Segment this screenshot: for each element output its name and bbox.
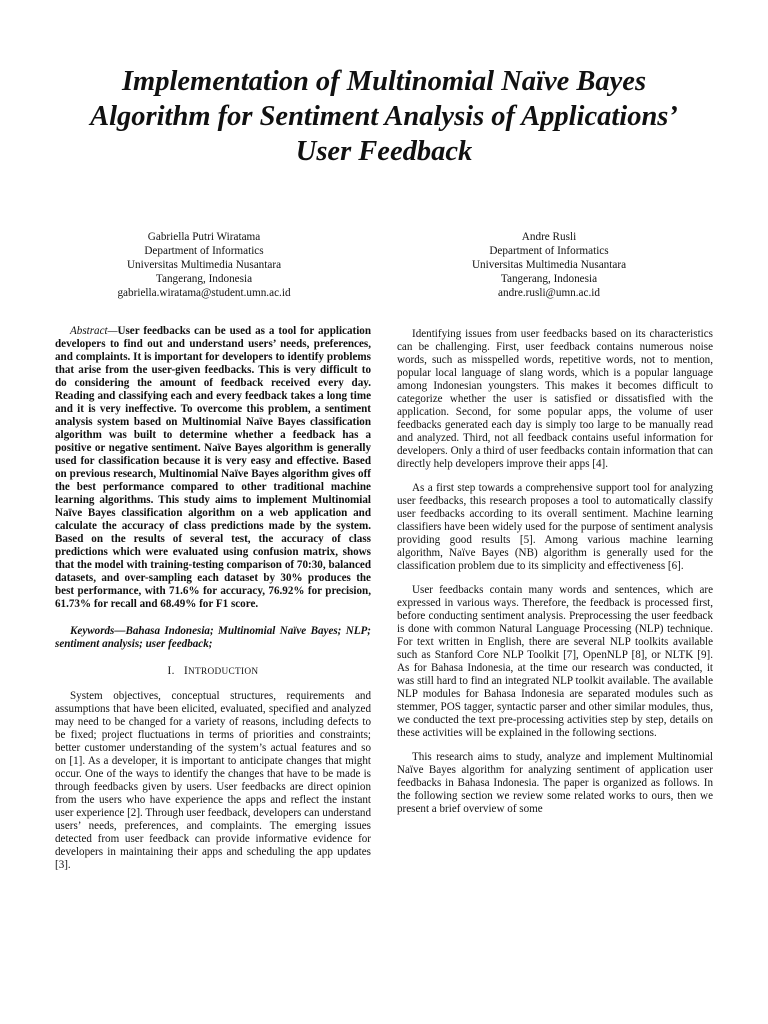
introduction-paragraph: System objectives, conceptual structures, requirements and assumptions that have been elicited, evaluated, specified and analyzed may need to be changed for a variety of reasons, including defects to be fixed; project fluctuations in terms of priorities and constraints; better customer understanding of the system’s actual features and so on [1]. As a developer, it is important to anticipate changes that might occur. One of the ways to identify the changes that have to be made is through feedbacks given by users. User feedbacks are direct opinion from the users who have experience the apps and reflect the instant user experience [2]. Through user feedback, developers can understand users’ needs, preferences, and complaints. The emerging issues detected from user feedback can provide informative evidence for developers in maintaining their apps and scheduling the app updates [3]. <box>55 690 371 871</box>
author-name: Gabriella Putri Wiratama <box>147 231 261 243</box>
author-block-first <box>54 230 354 300</box>
author-name: Andre Rusli <box>521 231 577 243</box>
section-heading-introduction <box>55 665 371 679</box>
author-block-second <box>399 230 699 300</box>
keywords <box>55 625 371 651</box>
section-title-rest: NTRODUCTION <box>188 667 259 677</box>
author-university: Universitas Multimedia Nusantara <box>471 259 627 271</box>
title-line: Implementation of Multinomial Naïve Bayes <box>121 66 647 97</box>
section-number: I. <box>167 665 175 677</box>
author-email: andre.rusli@umn.ac.id <box>498 287 600 299</box>
body-paragraph: This research aims to study, analyze and implement Multinomial Naïve Bayes algorithm for analyzing sentiment of application user feedbacks in Bahasa Indonesia. The paper is organized as follows. In the following section we review some related works to ours, then we present a brief overview of some <box>397 751 713 815</box>
body-paragraph: Identifying issues from user feedbacks based on its characteristics can be challenging. First, user feedback contains numerous noise words, such as misspelled words, repetitive words, not to mention, popular local language of slang words, which is a popular language among Indonesian youngsters. This makes it becomes difficult to categorize whether the user is satisfied or dissatisfied with the application. Second, for some popular apps, the volume of user feedbacks generated each day is simply too large to be manually read and analyzed. Third, not all feedback contains useful information for developers. Only a third of user feedbacks contain information that can directly help developers improve their apps [4]. <box>397 328 713 470</box>
title-line: User Feedback <box>295 136 473 167</box>
author-location: Tangerang, Indonesia <box>500 273 598 285</box>
abstract-label: Abstract— <box>70 325 118 337</box>
author-department: Department of Informatics <box>489 245 609 257</box>
section-title-initial: I <box>183 665 188 677</box>
keywords-label: Keywords— <box>70 625 126 637</box>
body-paragraph: User feedbacks contain many words and sentences, which are expressed in various ways. Therefore, the feedback is processed first, before conducting sentiment analysis. Preprocessing the user feedback is done with common Natural Language Processing (NLP) technique. For text written in English, there are several NLP toolkits available such as Stanford Core NLP Toolkit [7], OpenNLP [8], or NLTK [9]. As for Bahasa Indonesia, at the time our research was conducted, it was still hard to find an integrated NLP toolkit available. The available NLP modules for Bahasa Indonesia are separated modules such as stemmer, POS tagger, syntactic parser and other similar modules, thus, we conducted the text pre-processing activities step by step, details on these activities will be explained in the following sections. <box>397 584 713 739</box>
author-email: gabriella.wiratama@student.umn.ac.id <box>117 287 291 299</box>
keywords-text: Bahasa Indonesia; Multinomial Naïve Bayes; NLP; sentiment analysis; user feedback; <box>55 625 371 650</box>
author-location: Tangerang, Indonesia <box>155 273 253 285</box>
author-department: Department of Informatics <box>144 245 264 257</box>
left-column <box>55 325 371 872</box>
abstract-text: User feedbacks can be used as a tool for application developers to find out and understand users’ needs, preferences, and complaints. It is important for developers to identify problems that arise from the user-given feedbacks. This is very difficult to do considering the amount of feedback received every day. Reading and classifying each and every feedback takes a long time and it is very ineffective. To overcome this problem, a sentiment analysis system based on Multinomial Naïve Bayes classification algorithm was built to determine whether a feedback has a positive or negative sentiment. Naïve Bayes algorithm is generally used for classification because it is very easy and effective. Based on previous research, Multinomial Naïve Bayes algorithm gives off the best performance compared to other traditional machine learning algorithms. This study aims to implement Multinomial Naïve Bayes classification algorithm on a web application and calculate the accuracy of class predictions made by the system. Based on the results of several test, the accuracy of class predictions which were evaluated using confusion matrix, shows that the model with training-testing comparison of 70:30, balanced datasets, and over-sampling each dataset by 30% produces the best performance, with 71.6% for accuracy, 76.92% for precision, 61.73% for recall and 68.49% for F1 score. <box>55 325 371 610</box>
paper-title <box>40 64 728 169</box>
author-university: Universitas Multimedia Nusantara <box>126 259 282 271</box>
body-paragraph: As a first step towards a comprehensive support tool for analyzing user feedbacks, this research proposes a tool to automatically classify user feedbacks according to its overall sentiment. Machine learning classifiers have been widely used for the purpose of sentiment analysis providing good results [5]. Among various machine learning algorithm, Naïve Bayes (NB) algorithm is generally used for the classification problem due to its simplicity and effectiveness [6]. <box>397 482 713 572</box>
title-line: Algorithm for Sentiment Analysis of Applications’ <box>90 101 678 132</box>
right-column <box>397 328 713 816</box>
abstract <box>55 325 371 611</box>
